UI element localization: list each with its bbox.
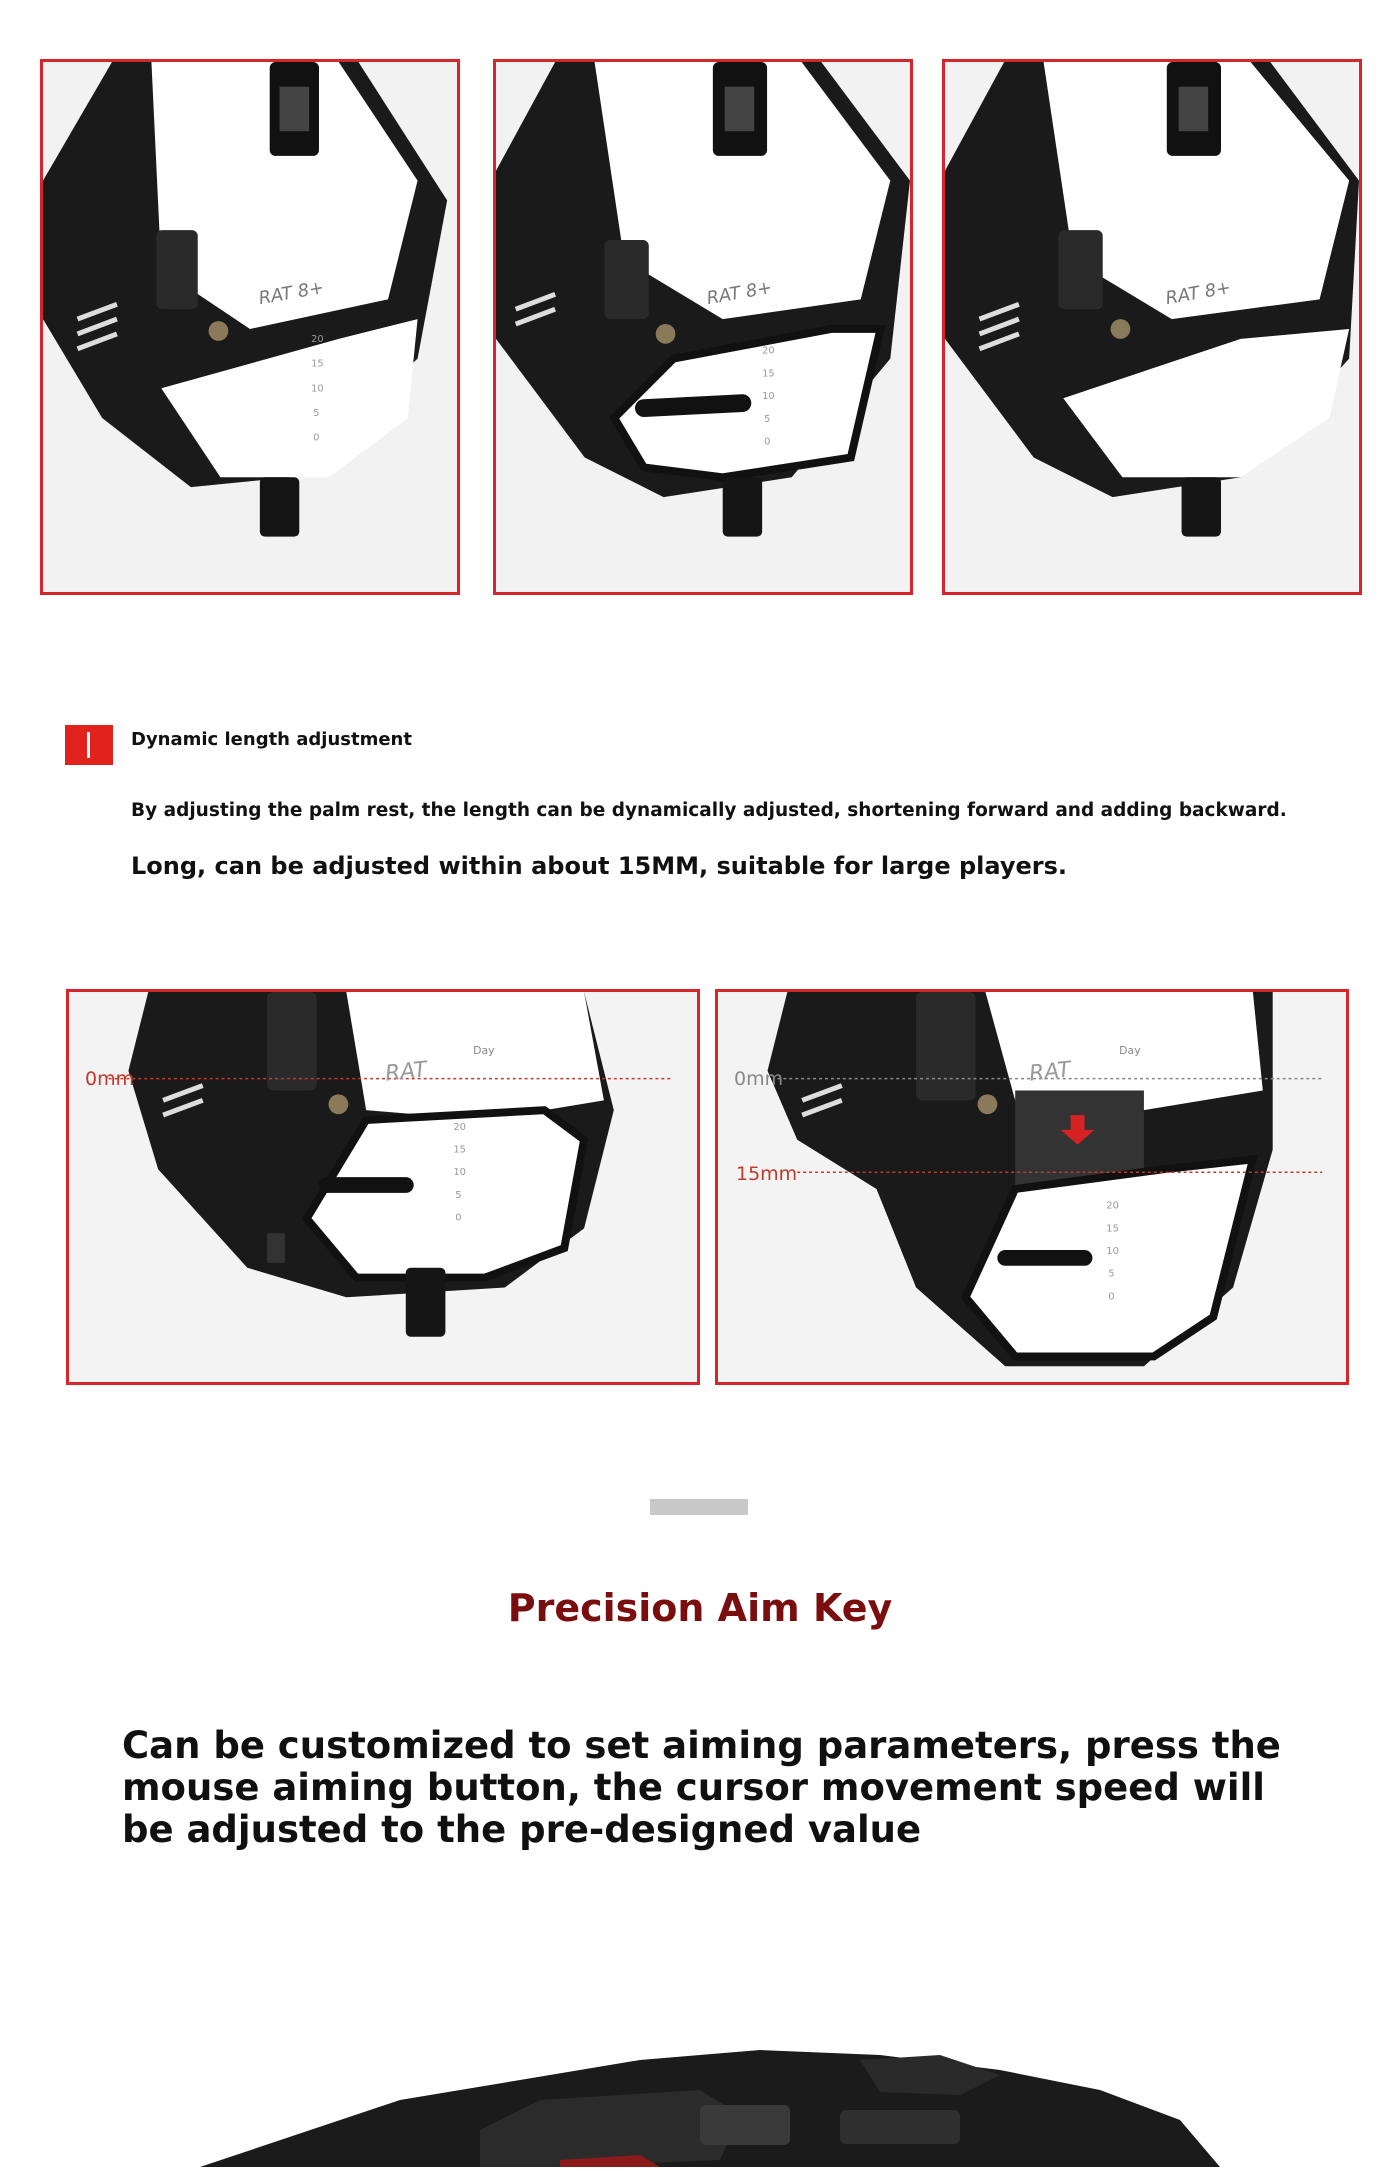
scale-tick-label: 0 [313,432,320,444]
scale-tick-label: 15 [762,368,775,380]
section-marker [65,725,113,765]
section-highlight: Long, can be adjusted within about 15MM, suitable for large players. [131,852,1068,880]
compare-image-15mm [715,989,1349,1385]
section-description: By adjusting the palm rest, the length can be dynamically adjusted, shortening forward and adding backward. [131,800,1287,821]
brand-logo: RAT 8+ [1164,277,1233,310]
scale-tick-label: 15 [453,1144,466,1156]
section-separator [650,1499,748,1515]
brand-logo: RAT 8+ [257,277,326,310]
aim-description: Can be customized to set aiming parameters, press the mouse aiming button, the cursor movement speed will be adjusted to the pre-designed value [122,1724,1281,1851]
brand-logo: RAT [1028,1057,1073,1087]
scale-tick-label: 20 [453,1121,466,1133]
scale-tick-label: 0 [764,436,771,448]
scale-tick-label: 5 [455,1189,462,1201]
mouse-top-image [0,2020,1400,2167]
scale-tick-label: 10 [311,383,324,395]
scale-tick-label: 20 [762,345,775,357]
zero-mm-label: 0mm [85,1068,135,1090]
scale-tick-label: 15 [1106,1223,1119,1235]
section-title: Dynamic length adjustment [131,729,412,750]
brand-logo: RAT 8+ [705,277,774,310]
compare-image-0mm [66,989,700,1385]
product-image-1 [40,59,460,595]
scale-tick-label: 10 [1106,1245,1119,1257]
scale-tick-label: 0 [455,1212,462,1224]
aim-title: Precision Aim Key [507,1586,893,1630]
scale-tick-label: 20 [311,333,324,345]
scale-tick-label: 5 [313,407,320,419]
brand-sub: Day [1119,1044,1141,1058]
scale-tick-label: 5 [764,413,771,425]
scale-tick-label: 10 [762,391,775,403]
product-image-3 [942,59,1362,595]
product-image-2 [493,59,913,595]
scale-tick-label: 15 [311,358,324,370]
fifteen-mm-label: 15mm [736,1163,798,1185]
scale-tick-label: 0 [1108,1291,1115,1303]
scale-tick-label: 10 [453,1167,466,1179]
scale-tick-label: 5 [1108,1268,1115,1280]
brand-sub: Day [473,1044,495,1058]
zero-mm-label: 0mm [734,1068,784,1090]
scale-tick-label: 20 [1106,1200,1119,1212]
brand-logo: RAT [383,1057,429,1087]
